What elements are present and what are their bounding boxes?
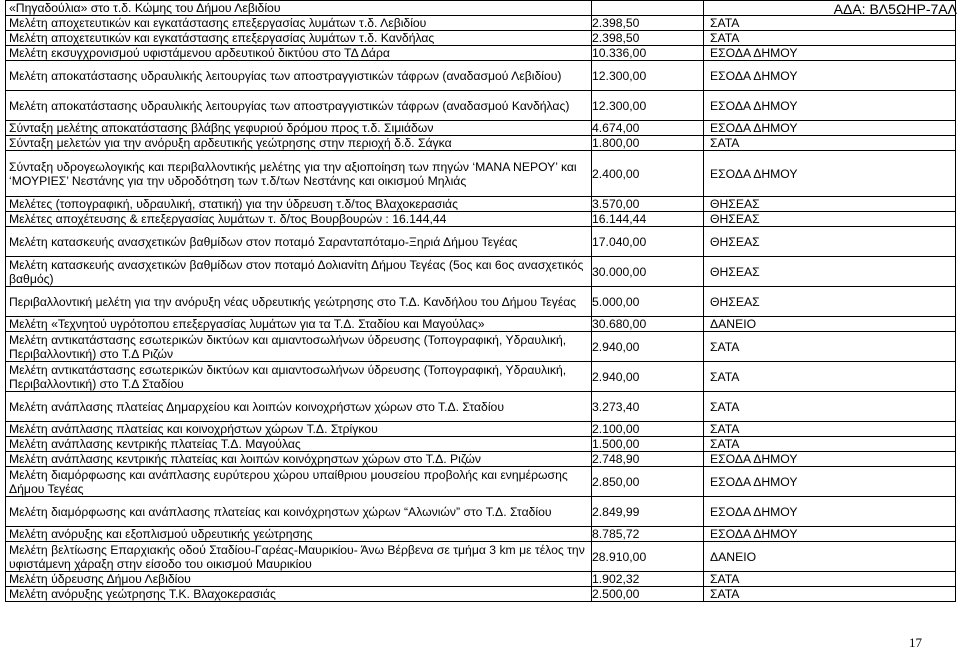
table-row (6, 1, 956, 16)
funding-source-cell: ΕΣΟΔΑ ΔΗΜΟΥ (704, 151, 956, 197)
table-row (6, 542, 956, 572)
amount-cell: 2.849,99 (592, 497, 704, 527)
table-row (6, 212, 956, 227)
description-cell: Περιβαλλοντική μελέτη για την ανόρυξη νέας υδρευτικής γεώτρησης στο Τ.Δ. Κανδήλου του Δήμου Τεγέας (6, 287, 592, 317)
amount-cell: 2.748,90 (592, 452, 704, 467)
table-row (6, 332, 956, 362)
page-number: 17 (909, 635, 922, 650)
table-row (6, 437, 956, 452)
amount-cell: 30.000,00 (592, 257, 704, 287)
table-row (6, 16, 956, 31)
amount-cell: 1.800,00 (592, 136, 704, 151)
table-row (6, 392, 956, 422)
funding-source-cell: ΕΣΟΔΑ ΔΗΜΟΥ (704, 91, 956, 121)
amount-cell: 4.674,00 (592, 121, 704, 136)
description-cell: Μελέτη διαμόρφωσης και ανάπλασης ευρύτερου χώρου υπαίθριου μουσείου προβολής και ενημέρωσης Δήμου Τεγέας (6, 467, 592, 497)
funding-source-cell: ΣΑΤΑ (704, 392, 956, 422)
table-row (6, 197, 956, 212)
description-cell: Σύνταξη μελετών για την ανόρυξη αρδευτικής γεώτρησης στην περιοχή δ.δ. Σάγκα (6, 136, 592, 151)
description-cell: Μελέτες (τοπογραφική, υδραυλική, στατική) για την ύδρευση τ.δ/τος Βλαχοκερασιάς (6, 197, 592, 212)
funding-source-cell: ΘΗΣΕΑΣ (704, 257, 956, 287)
amount-cell: 30.680,00 (592, 317, 704, 332)
description-cell: Μελέτη αποκατάστασης υδραυλικής λειτουργίας των αποστραγγιστικών τάφρων (αναδασμού Λεβιδίου) (6, 61, 592, 91)
description-cell: Μελέτη «Τεχνητού υγρότοπου επεξεργασίας λυμάτων για τα Τ.Δ. Σταδίου και Μαγούλας» (6, 317, 592, 332)
document-code-header: ΑΔΑ: ΒΛ5ΩΗΡ-7ΑΛ (833, 1, 957, 17)
funding-source-cell: ΘΗΣΕΑΣ (704, 197, 956, 212)
description-cell: Μελέτη ανάπλασης πλατείας Δημαρχείου και λοιπών κοινοχρήστων χώρων στο Τ.Δ. Σταδίου (6, 392, 592, 422)
funding-source-cell: ΕΣΟΔΑ ΔΗΜΟΥ (704, 497, 956, 527)
description-cell: Μελέτη κατασκευής ανασχετικών βαθμίδων στον ποταμό Δολιανίτη Δήμου Τεγέας (5ος και 6ος ανασχετικός βαθμός) (6, 257, 592, 287)
description-cell: Μελέτη αντικατάστασης εσωτερικών δικτύων και αμιαντοσωλήνων ύδρευσης (Τοπογραφική, Υδραυλική, Περιβαλλοντική) στο Τ.Δ Ριζών (6, 332, 592, 362)
table-row (6, 121, 956, 136)
description-cell: Μελέτη εκσυγχρονισμού υφιστάμενου αρδευτικού δικτύου στο ΤΔ Δάρα (6, 46, 592, 61)
amount-cell: 2.100,00 (592, 422, 704, 437)
table-row (6, 46, 956, 61)
amount-cell: 12.300,00 (592, 91, 704, 121)
table-row (6, 136, 956, 151)
table-row (6, 587, 956, 602)
amount-cell: 1.902,32 (592, 572, 704, 587)
table-row (6, 467, 956, 497)
description-cell: «Πηγαδούλια» στο τ.δ. Κώμης του Δήμου Λεβιδίου (6, 1, 592, 16)
description-cell: Σύνταξη μελέτης αποκατάστασης βλάβης γεφυριού δρόμου προς τ.δ. Σιμιάδων (6, 121, 592, 136)
description-cell: Μελέτη αποχετευτικών και εγκατάστασης επεξεργασίας λυμάτων τ.δ. Κανδήλας (6, 31, 592, 46)
table-row (6, 151, 956, 197)
amount-cell: 17.040,00 (592, 227, 704, 257)
table-row (6, 31, 956, 46)
funding-source-cell: ΔΑΝΕΙΟ (704, 542, 956, 572)
funding-source-cell: ΕΣΟΔΑ ΔΗΜΟΥ (704, 452, 956, 467)
funding-source-cell: ΕΣΟΔΑ ΔΗΜΟΥ (704, 467, 956, 497)
amount-cell: 2.940,00 (592, 332, 704, 362)
funding-source-cell: ΣΑΤΑ (704, 422, 956, 437)
description-cell: Μελέτη αντικατάστασης εσωτερικών δικτύων και αμιαντοσωλήνων ύδρευσης (Τοπογραφική, Υδραυλική, Περιβαλλοντική) στο Τ.Δ Σταδίου (6, 362, 592, 392)
amount-cell: 2.850,00 (592, 467, 704, 497)
description-cell: Μελέτη ανάπλασης κεντρικής πλατείας Τ.Δ. Μαγούλας (6, 437, 592, 452)
funding-source-cell: ΣΑΤΑ (704, 136, 956, 151)
amount-cell: 5.000,00 (592, 287, 704, 317)
table-row (6, 527, 956, 542)
amount-cell: 8.785,72 (592, 527, 704, 542)
description-cell: Μελέτη αποχετευτικών και εγκατάστασης επεξεργασίας λυμάτων τ.δ. Λεβιδίου (6, 16, 592, 31)
funding-source-cell: ΕΣΟΔΑ ΔΗΜΟΥ (704, 46, 956, 61)
amount-cell: 3.570,00 (592, 197, 704, 212)
description-cell: Μελέτη ανάπλασης κεντρικής πλατείας και λοιπών κοινόχρηστων χώρων στο Τ.Δ. Ριζών (6, 452, 592, 467)
description-cell: Μελέτη ανόρυξης γεώτρησης Τ.Κ. Βλαχοκερασιάς (6, 587, 592, 602)
description-cell: Μελέτη διαμόρφωσης και ανάπλασης πλατείας και κοινόχρηστων χώρων “Αλωνιών” στο Τ.Δ. Σταδίου (6, 497, 592, 527)
funding-source-cell: ΕΣΟΔΑ ΔΗΜΟΥ (704, 527, 956, 542)
table-row (6, 91, 956, 121)
funding-source-cell: ΣΑΤΑ (704, 572, 956, 587)
table-row (6, 227, 956, 257)
funding-source-cell: ΣΑΤΑ (704, 362, 956, 392)
funding-source-cell: ΘΗΣΕΑΣ (704, 212, 956, 227)
table-row (6, 362, 956, 392)
description-cell: Μελέτη ανάπλασης πλατείας και κοινοχρήστων χώρων Τ.Δ. Στρίγκου (6, 422, 592, 437)
amount-cell: 2.398,50 (592, 31, 704, 46)
amount-cell: 16.144,44 (592, 212, 704, 227)
funding-source-cell: ΣΑΤΑ (704, 437, 956, 452)
document-page (5, 0, 955, 602)
funding-source-cell: ΣΑΤΑ (704, 31, 956, 46)
description-cell: Μελέτες αποχέτευσης & επεξεργασίας λυμάτων τ. δ/τος Βουρβουρών : 16.144,44 (6, 212, 592, 227)
amount-cell: 3.273,40 (592, 392, 704, 422)
funding-source-cell: ΕΣΟΔΑ ΔΗΜΟΥ (704, 121, 956, 136)
table-row (6, 452, 956, 467)
description-cell: Μελέτη ανόρυξης και εξοπλισμού υδρευτικής γεώτρησης (6, 527, 592, 542)
description-cell: Μελέτη κατασκευής ανασχετικών βαθμίδων στον ποταμό Σαρανταπόταμο-Ξηριά Δήμου Τεγέας (6, 227, 592, 257)
description-cell: Μελέτη ύδρευσης Δήμου Λεβιδίου (6, 572, 592, 587)
funding-source-cell: ΘΗΣΕΑΣ (704, 227, 956, 257)
amount-cell: 12.300,00 (592, 61, 704, 91)
description-cell: Μελέτη αποκατάστασης υδραυλικής λειτουργίας των αποστραγγιστικών τάφρων (αναδασμού Κανδήλας) (6, 91, 592, 121)
studies-table (5, 0, 956, 602)
funding-source-cell: ΔΑΝΕΙΟ (704, 317, 956, 332)
table-row (6, 497, 956, 527)
table-row (6, 317, 956, 332)
table-row (6, 572, 956, 587)
description-cell: Μελέτη βελτίωσης Επαρχιακής οδού Σταδίου-Γαρέας-Μαυρικίου- Άνω Βέρβενα σε τμήμα 3 km με τέλος την υφιστάμενη χάραξη στην είσοδο του οικισμού Μαυρικίου (6, 542, 592, 572)
amount-cell: 10.336,00 (592, 46, 704, 61)
funding-source-cell: ΘΗΣΕΑΣ (704, 287, 956, 317)
description-cell: Σύνταξη υδρογεωλογικής και περιβαλλοντικής μελέτης για την αξιοποίηση των πηγών ‘ΜΑΝΑ ΝΕΡΟΥ’ και ‘ΜΟΥΡΙΕΣ’ Νεστάνης για την υδροδότηση των τ.δ/των Νεστάνης και οικισμού Μηλιάς (6, 151, 592, 197)
funding-source-cell: ΣΑΤΑ (704, 16, 956, 31)
table-row (6, 61, 956, 91)
amount-cell (592, 1, 704, 16)
funding-source-cell: ΕΣΟΔΑ ΔΗΜΟΥ (704, 61, 956, 91)
table-row (6, 287, 956, 317)
amount-cell: 2.500,00 (592, 587, 704, 602)
table-row (6, 257, 956, 287)
amount-cell: 1.500,00 (592, 437, 704, 452)
amount-cell: 2.398,50 (592, 16, 704, 31)
table-row (6, 422, 956, 437)
amount-cell: 2.940,00 (592, 362, 704, 392)
amount-cell: 28.910,00 (592, 542, 704, 572)
funding-source-cell: ΣΑΤΑ (704, 332, 956, 362)
amount-cell: 2.400,00 (592, 151, 704, 197)
funding-source-cell: ΣΑΤΑ (704, 587, 956, 602)
studies-table-body (6, 1, 956, 602)
